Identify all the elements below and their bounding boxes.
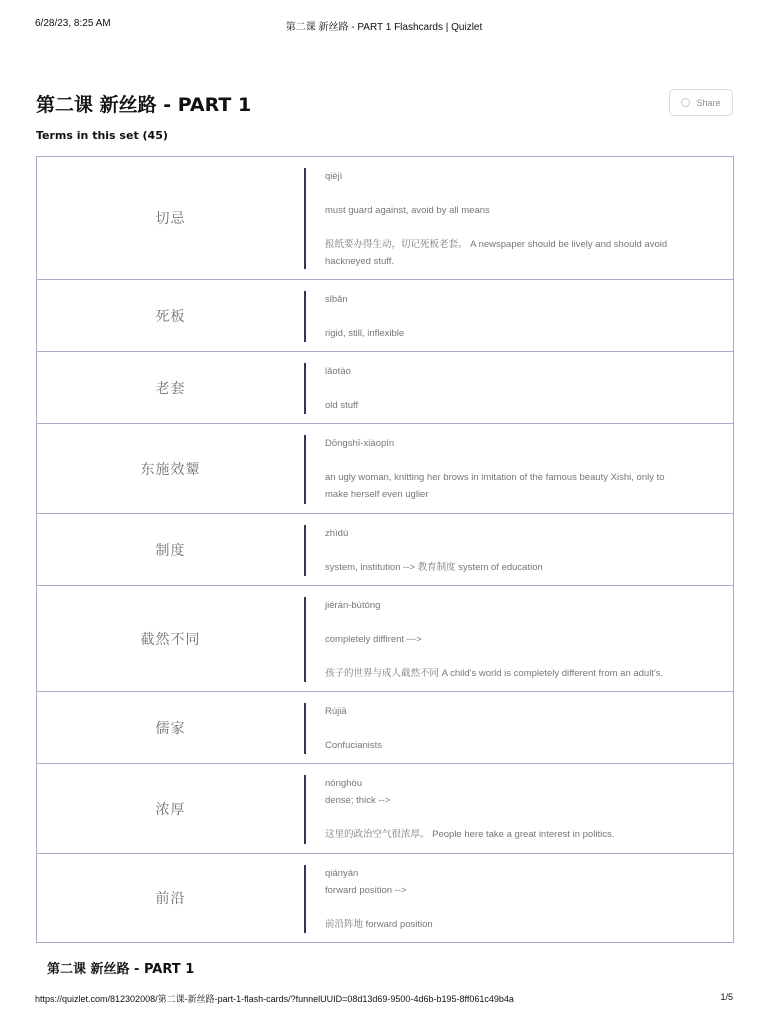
card-divider: [304, 597, 306, 682]
term-example: 孩子的世界与成人截然不同 A child's world is completely different from an adult's.: [325, 668, 664, 679]
card-divider: [304, 775, 306, 844]
term-pinyin: jiérán-bùtóng: [325, 600, 381, 611]
card-divider: [304, 168, 306, 269]
card-divider: [304, 865, 306, 933]
term-pinyin: Rújiā: [325, 706, 347, 717]
print-header: [35, 18, 733, 32]
term-pinyin: sǐbǎn: [325, 294, 348, 305]
term-word: 制度: [155, 542, 186, 559]
card-divider: [304, 363, 306, 414]
term-card: [36, 853, 734, 943]
term-word: 东施效颦: [140, 461, 201, 478]
term-card: [36, 423, 734, 514]
term-card: [36, 763, 734, 854]
term-pinyin: qièjì: [325, 171, 343, 182]
term-meaning: must guard against, avoid by all means: [325, 205, 490, 216]
term-card: [36, 691, 734, 764]
term-word: 死板: [155, 308, 186, 325]
share-button[interactable]: [669, 89, 733, 116]
term-word: 截然不同: [140, 631, 201, 648]
print-date: 6/28/23, 8:25 AM: [35, 18, 111, 29]
term-card: [36, 279, 734, 352]
term-meaning: Confucianists: [325, 740, 383, 751]
term-pinyin: Dōngshī-xiàopín: [325, 438, 395, 449]
term-pinyin: nónghòu: [325, 778, 362, 789]
term-meaning: dense; thick -->: [325, 795, 391, 806]
term-meaning: old stuff: [325, 400, 359, 411]
term-pinyin: qiányán: [325, 868, 359, 879]
term-meaning: system, institution --> 教育制度 system of education: [325, 562, 543, 573]
term-example: 报纸要办得生动，切记死板老套。 A newspaper should be lively and should avoid hackneyed stuff.: [325, 239, 668, 267]
term-example: 前沿阵地 forward position: [325, 919, 433, 930]
term-word: 儒家: [155, 720, 186, 737]
term-meaning: forward position -->: [325, 885, 407, 896]
term-card: [36, 351, 734, 424]
card-divider: [304, 703, 306, 754]
term-pinyin: lǎotào: [325, 366, 351, 377]
term-word: 前沿: [155, 891, 186, 907]
page-count: 1/5: [720, 992, 733, 1002]
terms-heading: Terms in this set (45): [36, 129, 168, 142]
print-url: https://quizlet.com/812302008/第二课-新丝路-part-1-flash-cards/?funnelUUID=08d13d69-9500-4d6b-b195-8ff061c49b4a: [35, 994, 514, 1004]
term-word: 切忌: [155, 211, 186, 227]
term-card: [36, 156, 734, 280]
term-word: 老套: [155, 380, 186, 397]
share-icon: [681, 98, 690, 107]
term-meaning: completely diffirent --->: [325, 634, 422, 645]
card-divider: [304, 435, 306, 504]
term-word: 浓厚: [155, 801, 186, 818]
card-divider: [304, 525, 306, 576]
term-example: 这里的政治空气很浓厚。 People here take a great interest in politics.: [325, 829, 615, 840]
print-footer: [35, 992, 733, 1006]
share-label: Share: [696, 97, 721, 108]
term-meaning: an ugly woman, knitting her brows in imitation of the famous beauty Xishi, only to make herself even uglier: [325, 472, 665, 500]
print-title: 第二课 新丝路 - PART 1 Flashcards | Quizlet: [285, 22, 483, 33]
term-card: [36, 513, 734, 586]
card-divider: [304, 291, 306, 342]
term-meaning: rigid, still, inflexible: [325, 328, 405, 339]
term-pinyin: zhìdù: [325, 528, 349, 539]
repeat-page-title: 第二课 新丝路 - PART 1: [47, 962, 195, 977]
term-card: [36, 585, 734, 692]
page-title: 第二课 新丝路 - PART 1: [36, 94, 252, 116]
